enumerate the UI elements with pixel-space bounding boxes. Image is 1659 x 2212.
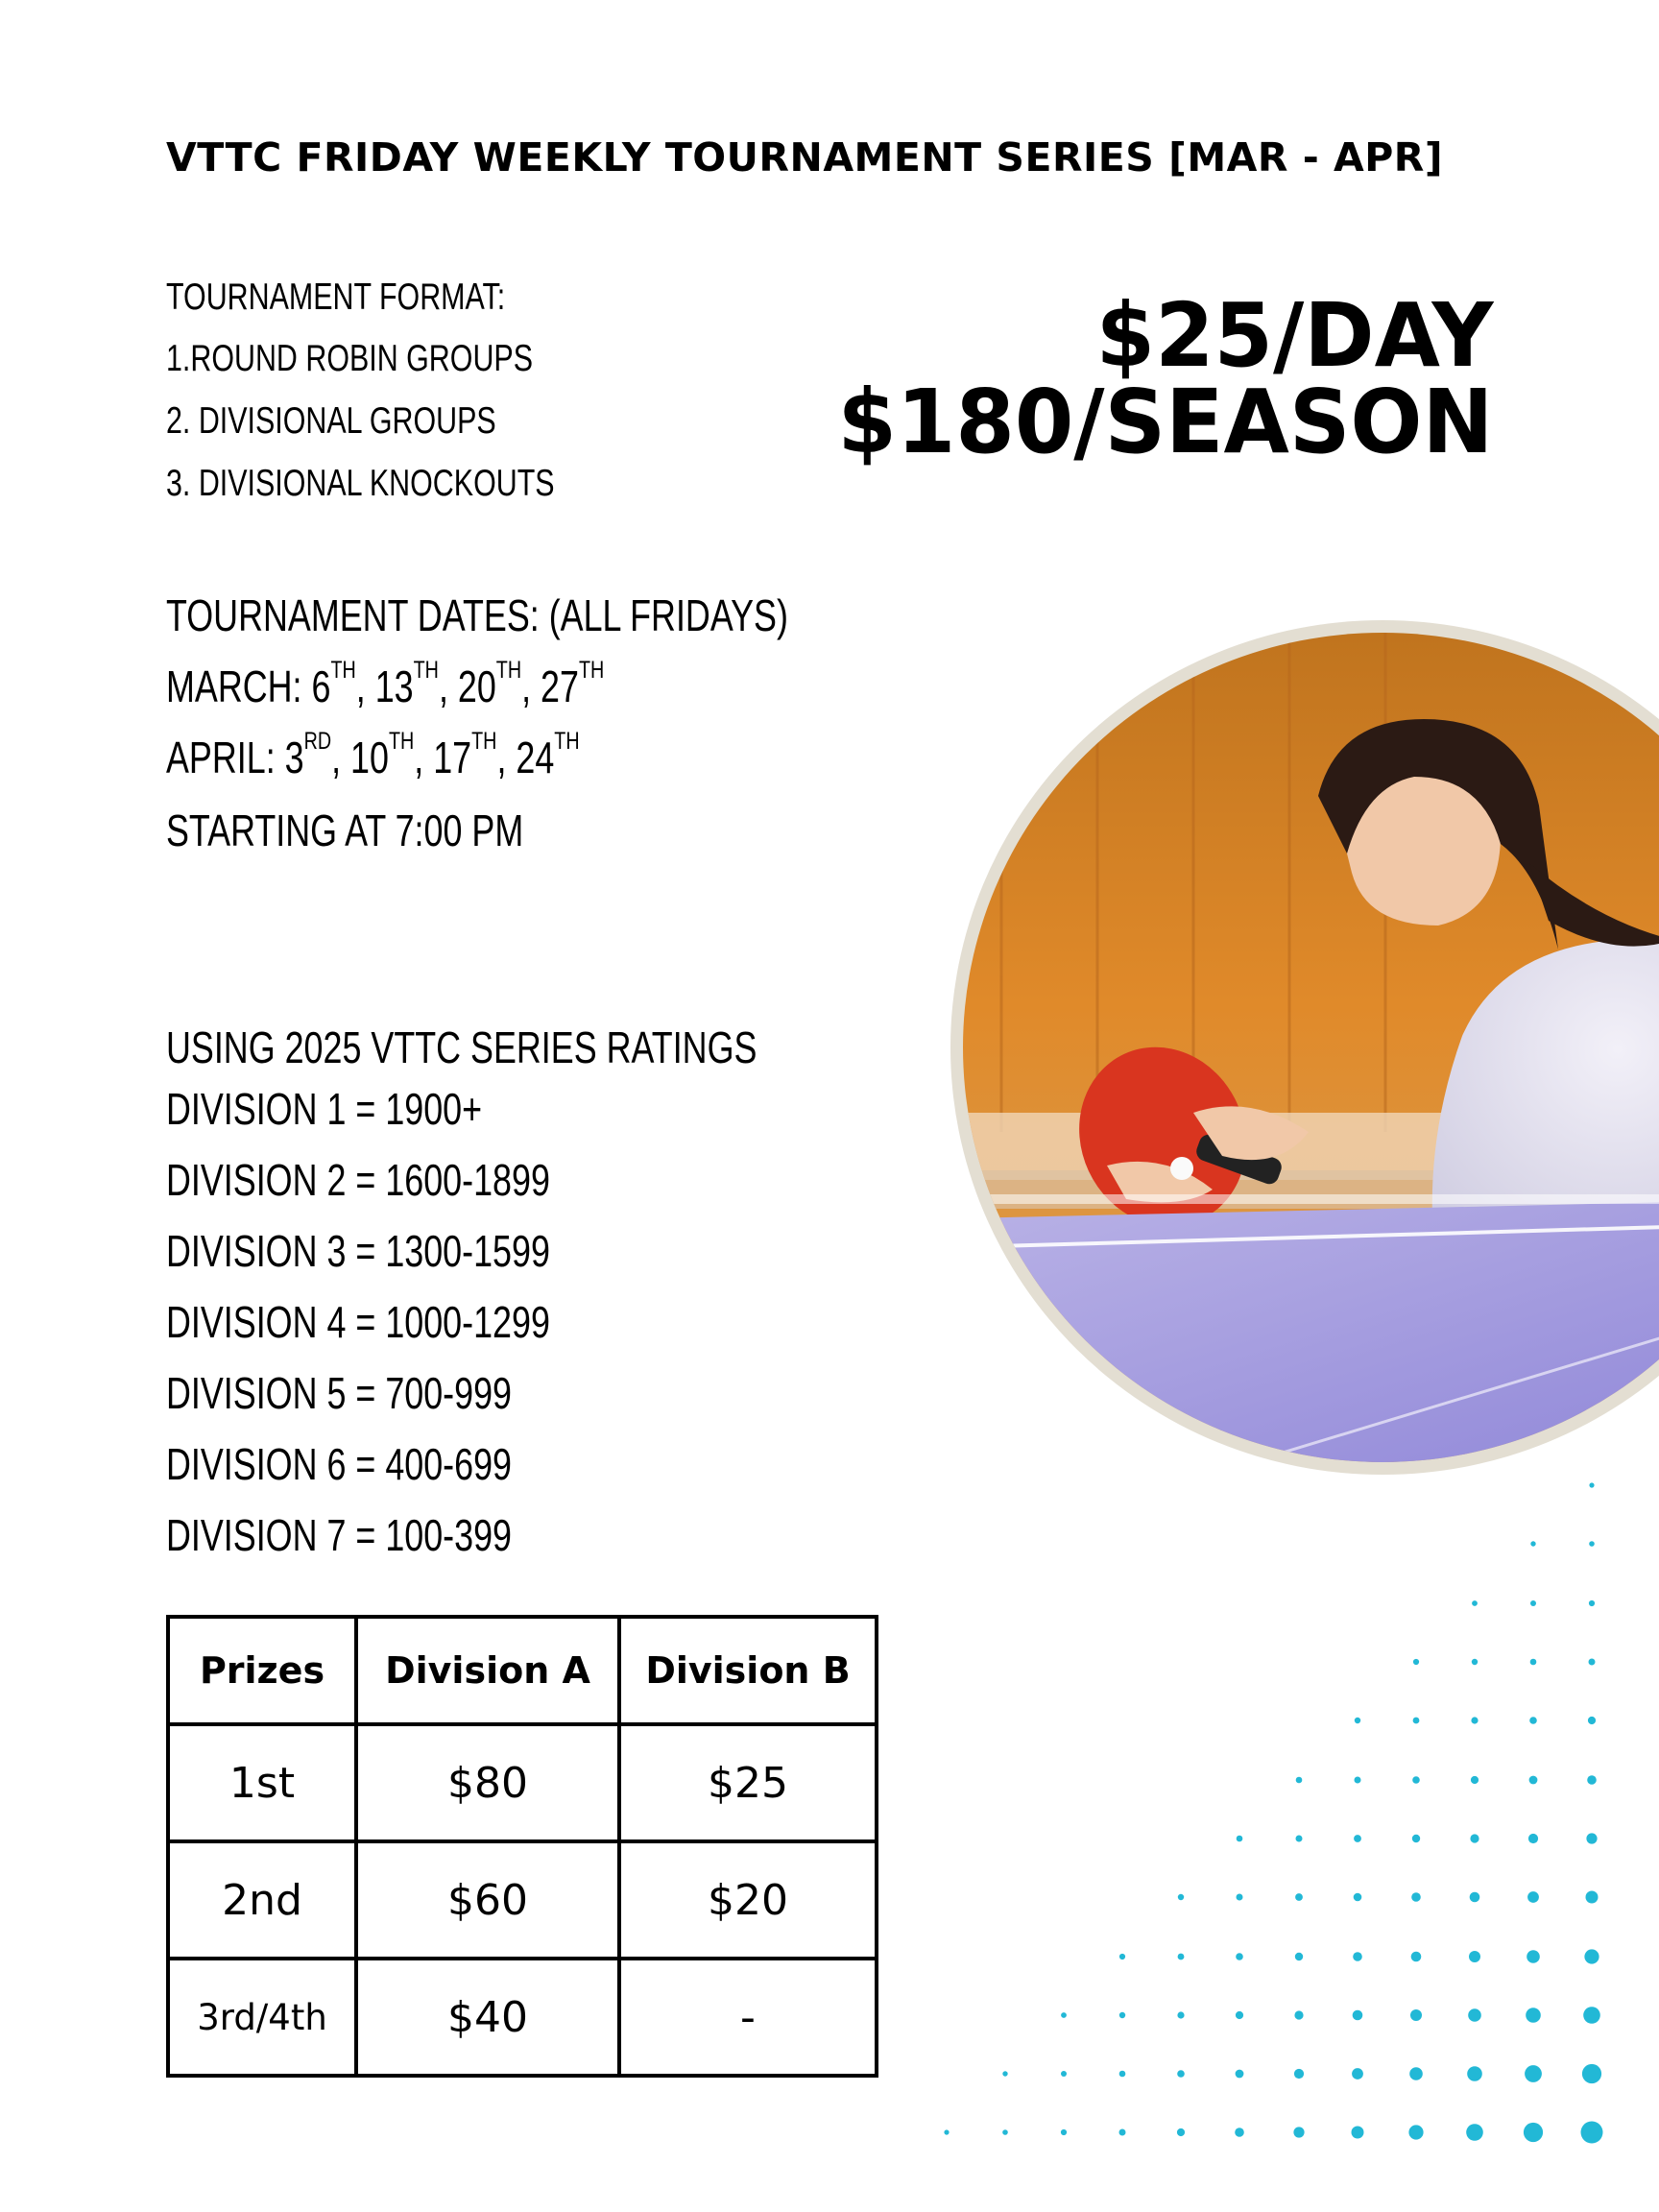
decor-dot	[1409, 2067, 1423, 2080]
table-cell: $60	[356, 1841, 619, 1959]
decor-dot	[1527, 1891, 1539, 1903]
decor-dot	[1472, 1659, 1478, 1665]
decor-dot	[1236, 1953, 1243, 1960]
decor-dot	[1178, 1894, 1184, 1900]
decor-dot	[1002, 2129, 1008, 2135]
decor-dot	[1527, 1950, 1540, 1963]
decor-dot	[1119, 2129, 1126, 2136]
table-row	[168, 1959, 877, 2076]
decor-dot	[1355, 1777, 1361, 1784]
decor-dot	[1529, 1776, 1538, 1785]
ratings-heading: USING 2025 VTTC SERIES RATINGS	[166, 1022, 757, 1072]
decor-dot	[1412, 1835, 1420, 1842]
april-dates: APRIL: 3RD, 10TH, 17TH, 24TH	[166, 728, 580, 782]
decor-dot	[1061, 2012, 1067, 2018]
decor-dot	[1061, 2071, 1067, 2077]
decor-dot	[1530, 1600, 1536, 1606]
division-line: DIVISION 6 = 400-699	[166, 1439, 512, 1489]
decor-dot	[1410, 2009, 1422, 2021]
decor-dot	[1236, 2070, 1244, 2079]
decor-dot	[1237, 1836, 1243, 1842]
format-heading: TOURNAMENT FORMAT:	[166, 276, 506, 318]
decor-dot	[1355, 1718, 1360, 1723]
pricing	[837, 284, 1493, 473]
column-header: Prizes	[168, 1617, 356, 1724]
table-header-row	[168, 1617, 877, 1724]
decor-dot	[1581, 2122, 1603, 2144]
decor-dot	[1525, 2065, 1542, 2082]
decor-dot	[1119, 2071, 1126, 2078]
decor-dot	[1061, 2129, 1067, 2135]
decor-dot	[1178, 1954, 1185, 1960]
decor-dot	[1584, 1949, 1599, 1963]
decor-dot	[1586, 1891, 1599, 1904]
table-cell: $40	[356, 1959, 619, 2076]
decor-dot	[1469, 1951, 1480, 1962]
division-line: DIVISION 5 = 700-999	[166, 1368, 512, 1418]
decor-dot	[1119, 2012, 1125, 2018]
decor-dot	[1471, 1717, 1478, 1723]
price-per-season: $180/SEASON	[837, 371, 1493, 473]
decor-dot	[1352, 2068, 1363, 2080]
decor-dot	[1589, 1482, 1594, 1487]
decor-dot	[1413, 1718, 1420, 1724]
decor-dot	[1529, 1717, 1537, 1724]
prizes-table	[166, 1615, 878, 2078]
decor-dot	[1589, 1659, 1596, 1666]
decor-dot	[1353, 1952, 1362, 1961]
march-label: MARCH:	[166, 661, 312, 711]
decor-dot	[1177, 2011, 1184, 2018]
decor-dot	[1296, 1836, 1303, 1842]
decor-dot	[1467, 2066, 1482, 2081]
division-line: DIVISION 1 = 1900+	[166, 1084, 483, 1134]
format-item: 2. DIVISIONAL GROUPS	[166, 400, 496, 442]
decor-dot	[1354, 1893, 1362, 1902]
decor-dot	[1583, 2007, 1600, 2024]
decor-dot	[1528, 1834, 1538, 1843]
decor-dot	[1587, 1775, 1597, 1785]
decor-dot	[1589, 1600, 1595, 1606]
division-line: DIVISION 2 = 1600-1899	[166, 1155, 550, 1205]
decor-dot	[1177, 2070, 1185, 2078]
decor-dot	[1353, 2010, 1363, 2021]
dates-heading: TOURNAMENT DATES: (ALL FRIDAYS)	[166, 590, 788, 640]
price-per-day: $25/DAY	[1095, 284, 1493, 387]
decor-dot	[1354, 1835, 1361, 1842]
decor-dot	[1466, 2124, 1483, 2141]
decor-dot	[1119, 1954, 1125, 1960]
decor-dot	[1526, 2008, 1541, 2023]
column-header: Division A	[356, 1617, 619, 1724]
table-cell: 2nd	[168, 1841, 356, 1959]
page-title: VTTC FRIDAY WEEKLY TOURNAMENT SERIES [MAR - APR]	[166, 134, 1444, 180]
decor-dot	[1530, 1541, 1535, 1546]
decor-dot	[1589, 1541, 1595, 1547]
table-cell: $80	[356, 1724, 619, 1841]
decor-dot	[1530, 1659, 1537, 1666]
table-cell: 1st	[168, 1724, 356, 1841]
decor-dot	[1472, 1600, 1478, 1606]
table-cell: -	[619, 1959, 877, 2076]
format-item: 1.ROUND ROBIN GROUPS	[166, 338, 533, 379]
decor-dot	[1411, 1892, 1421, 1902]
start-time: STARTING AT 7:00 PM	[166, 805, 524, 855]
division-line: DIVISION 7 = 100-399	[166, 1510, 512, 1560]
decor-dot	[1237, 1894, 1243, 1901]
decor-dot	[1296, 1777, 1303, 1784]
format-item: 3. DIVISIONAL KNOCKOUTS	[166, 463, 555, 504]
decor-dot	[1412, 1776, 1420, 1784]
dot-pattern-decoration	[922, 1459, 1613, 2151]
decor-dot	[1352, 2127, 1364, 2139]
decor-dot	[1294, 2010, 1303, 2019]
decor-dot	[1293, 2127, 1304, 2137]
decor-dot	[1470, 1892, 1480, 1903]
decor-dot	[1411, 1952, 1422, 1962]
decor-dot	[944, 2129, 949, 2134]
table-cell: $25	[619, 1724, 877, 1841]
decor-dot	[1468, 2008, 1481, 2022]
decor-dot	[1470, 1834, 1479, 1842]
table-cell: $20	[619, 1841, 877, 1959]
march-dates: MARCH: 6TH, 13TH, 20TH, 27TH	[166, 657, 605, 711]
decor-dot	[1588, 1717, 1596, 1724]
decor-dot	[1524, 2123, 1543, 2142]
decor-dot	[1235, 2128, 1244, 2137]
column-header: Division B	[619, 1617, 877, 1724]
decor-dot	[1582, 2064, 1601, 2083]
decor-dot	[1295, 1953, 1303, 1960]
decor-dot	[1295, 1893, 1303, 1901]
table-cell: 3rd/4th	[168, 1959, 356, 2076]
division-line: DIVISION 3 = 1300-1599	[166, 1226, 550, 1276]
decor-dot	[1294, 2069, 1304, 2079]
decor-dot	[1236, 2011, 1243, 2019]
decor-dot	[1177, 2128, 1185, 2136]
division-line: DIVISION 4 = 1000-1299	[166, 1297, 550, 1347]
decor-dot	[1002, 2071, 1007, 2076]
april-label: APRIL:	[166, 733, 285, 782]
decor-dot	[1471, 1776, 1479, 1784]
decor-dot	[1413, 1659, 1419, 1665]
table-row	[168, 1841, 877, 1959]
table-row	[168, 1724, 877, 1841]
decor-dot	[1586, 1833, 1597, 1843]
decor-dot	[1408, 2125, 1423, 2139]
